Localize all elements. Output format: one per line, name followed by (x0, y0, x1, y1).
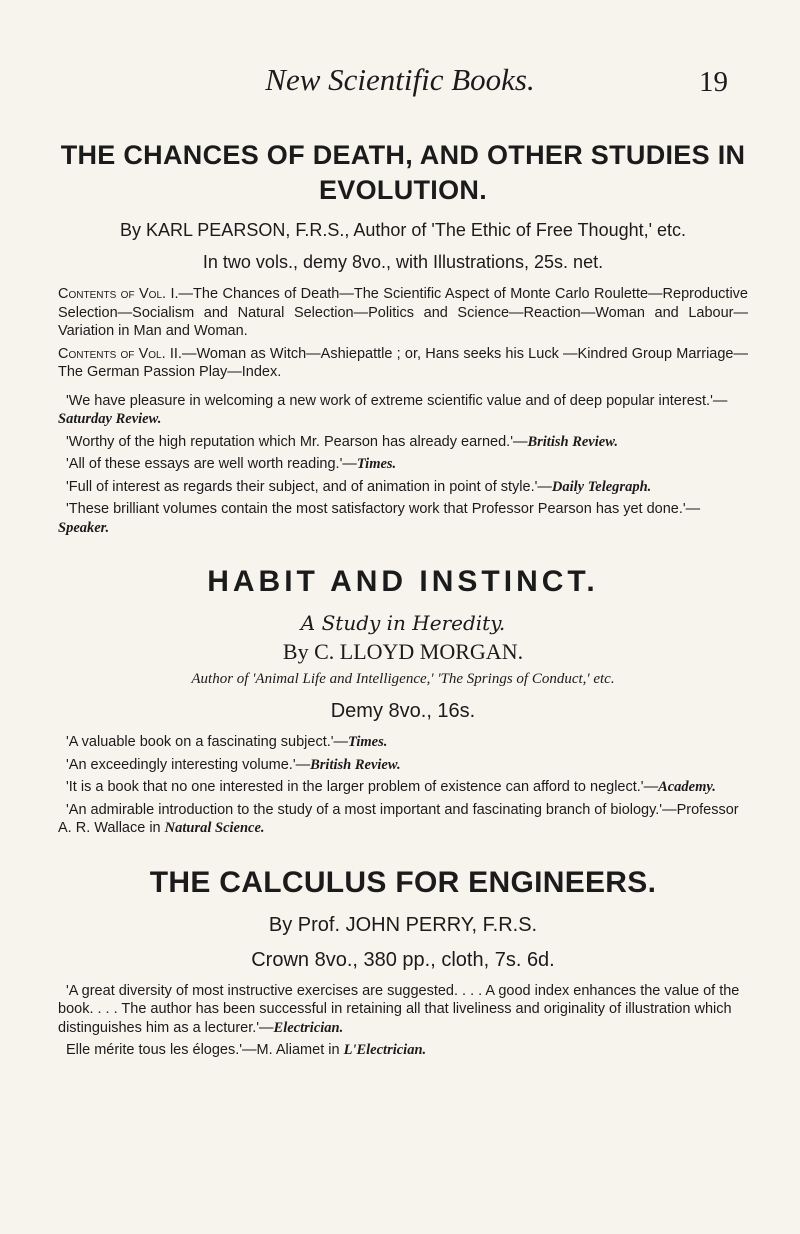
review-source: Times. (348, 734, 388, 750)
review-source: Electrician. (273, 1019, 344, 1036)
review-source: Speaker. (58, 519, 110, 536)
book-format: Demy 8vo., 16s. (330, 700, 476, 722)
review-quote: 'It is a book that no one interested in the larger problem of existence can afford to neglect.'—Academy. (66, 779, 716, 795)
review-quote: 'A valuable book on a fascinating subject.'—Times. (66, 734, 388, 750)
book-entry-chances-of-death (58, 138, 748, 537)
review-source: British Review. (310, 756, 401, 773)
book-entry-calculus-for-engineers (58, 864, 748, 1060)
review-quote: 'Worthy of the high reputation which Mr. Pearson has already earned.'—British Review. (66, 433, 618, 450)
contents-text: —The Chances of Death—The Scientific Aspect of Monte Carlo Roulette—Reproductive Selection—Socialism and Natural Selection—Politics and Science—Reaction—Woman and Labour—Variation in Man and Woman. (58, 286, 748, 339)
review-quote: 'These brilliant volumes contain the most satisfactory work that Professor Pearson has yet done.'—Speaker. (58, 501, 701, 536)
book-title: THE CHANCES OF DEATH, AND OTHER STUDIES IN EVOLUTION. (60, 140, 746, 205)
review-source: British Review. (527, 433, 618, 450)
review-quote: 'An exceedingly interesting volume.'—British Review. (66, 756, 401, 773)
review-source: Times. (356, 456, 397, 472)
book-format: In two vols., demy 8vo., with Illustrations, 25s. net. (202, 252, 604, 272)
book-author: By C. LLOYD MORGAN. (282, 639, 524, 664)
book-format: Crown 8vo., 380 pp., cloth, 7s. 6d. (251, 948, 555, 971)
review-source: Natural Science. (164, 820, 265, 836)
book-title: THE CALCULUS FOR ENGINEERS. (149, 865, 657, 899)
book-author: By Prof. JOHN PERRY, F.R.S. (268, 913, 538, 936)
book-entry-habit-and-instinct (58, 563, 748, 838)
running-header (0, 62, 800, 112)
contents-vol-2 (58, 345, 748, 382)
book-author: By KARL PEARSON, F.R.S., Author of 'The Ethic of Free Thought,' etc. (119, 220, 687, 240)
review-quote: 'A great diversity of most instructive exercises are suggested. . . . A good index enhances the value of the book. . . . The author has been successful in retaining all that liveliness and originality of illustration which distinguishes him as a lecturer.'—Electrician. (58, 982, 740, 1036)
contents-label: Contents of Vol. I. (58, 286, 179, 302)
review-source: L'Electrician. (343, 1042, 427, 1058)
review-quote: Elle mérite tous les éloges.'—M. Aliamet in L'Electrician. (66, 1042, 427, 1058)
review-quotes (58, 733, 748, 838)
review-quote: 'All of these essays are well worth reading.'—Times. (66, 456, 397, 472)
review-source: Saturday Review. (58, 411, 162, 427)
review-quote: 'An admirable introduction to the study of a most important and fascinating branch of biology.'—Professor A. R. Wallace in Natural Science. (58, 801, 739, 836)
page-number: 19 (699, 66, 728, 98)
review-quote: 'We have pleasure in welcoming a new work of extreme scientific value and of deep popular interest.'—Saturday Review. (58, 392, 728, 427)
review-source: Daily Telegraph. (551, 478, 652, 495)
contents-vol-1 (58, 285, 748, 341)
review-source: Academy. (658, 779, 716, 795)
book-contents (58, 285, 748, 382)
author-credits: Author of 'Animal Life and Intelligence,' 'The Springs of Conduct,' etc. (191, 671, 615, 687)
review-quotes (58, 392, 748, 538)
running-title: New Scientific Books. (265, 62, 535, 97)
book-title: HABIT AND INSTINCT. (207, 565, 599, 598)
book-subtitle: A Study in Heredity. (300, 611, 506, 635)
contents-label: Contents of Vol. II. (58, 345, 182, 362)
content (58, 138, 748, 1064)
review-quotes (58, 982, 748, 1060)
contents-text: —Woman as Witch—Ashiepattle ; or, Hans seeks his Luck —Kindred Group Marriage—The German Passion Play—Index. (58, 345, 748, 380)
review-quote: 'Full of interest as regards their subject, and of animation in point of style.'—Daily Telegraph. (66, 478, 652, 495)
